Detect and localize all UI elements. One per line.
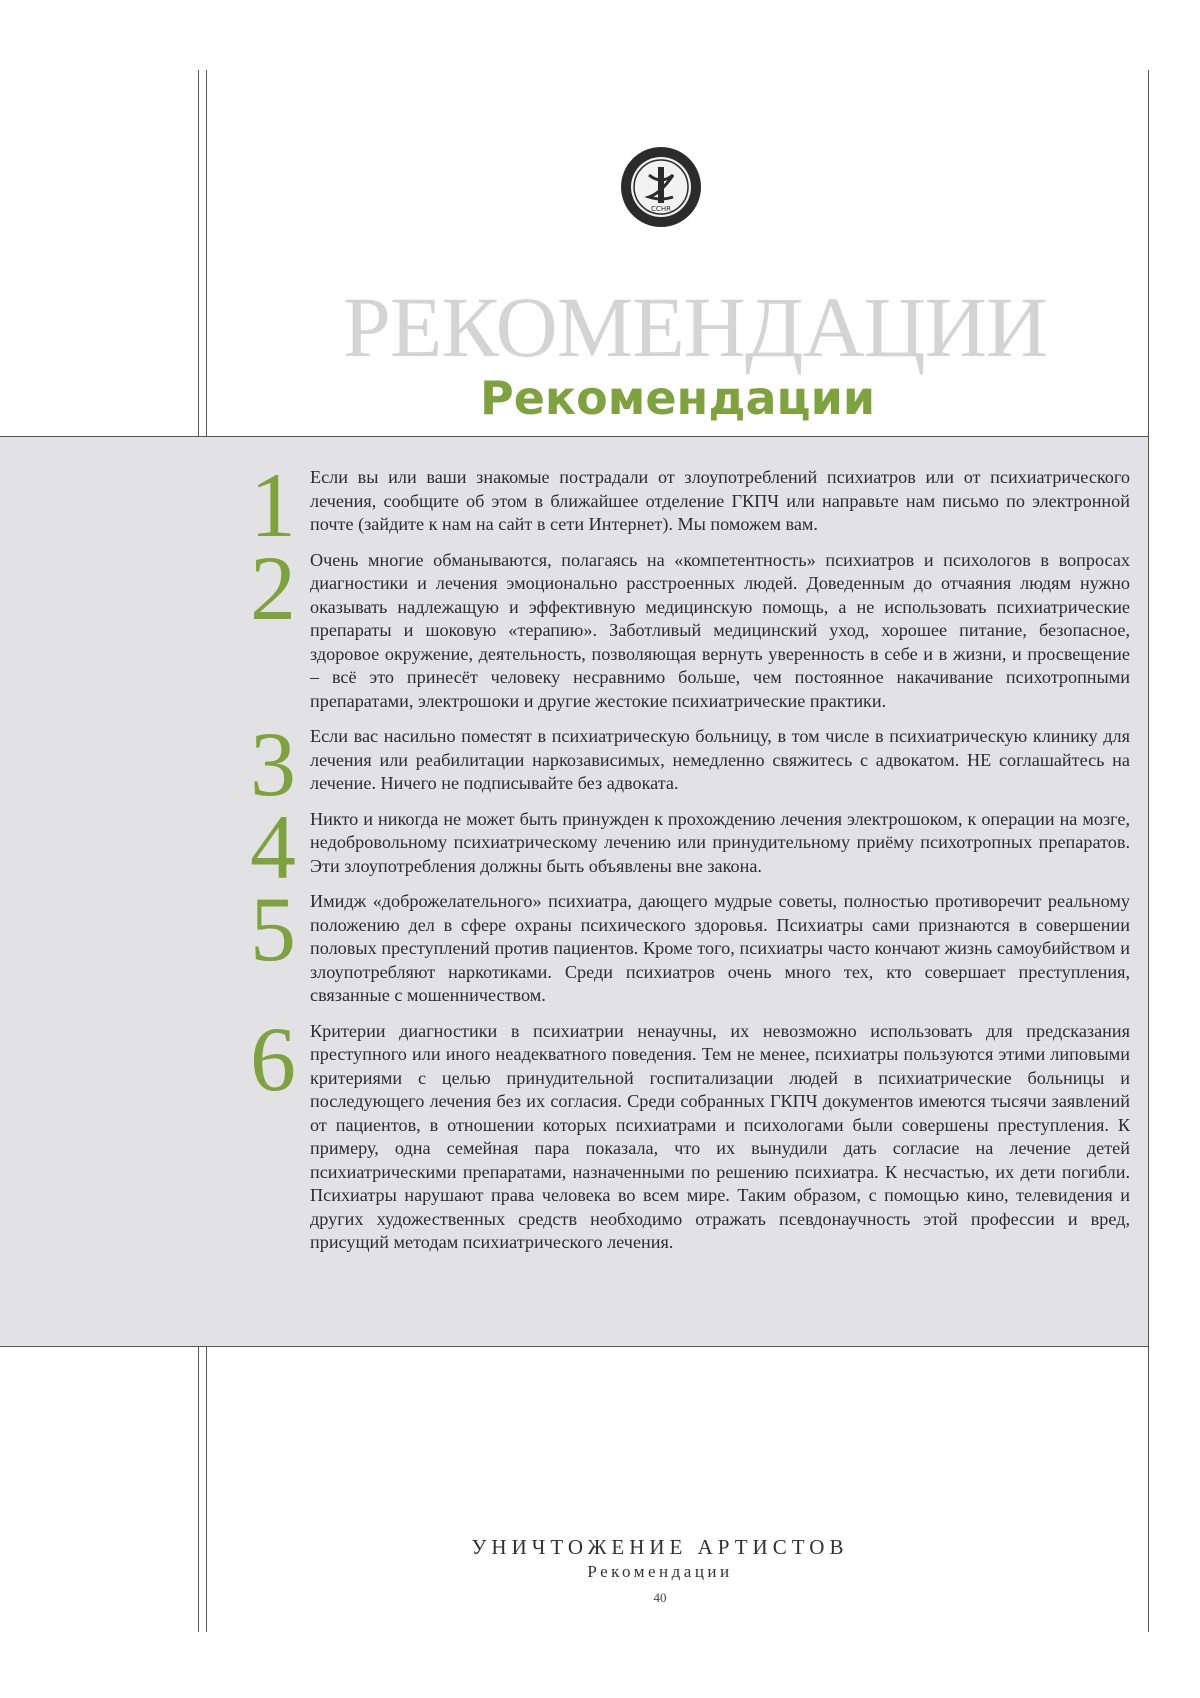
item-number: 6 <box>250 1007 296 1110</box>
page-subtitle: Рекомендации <box>480 371 876 425</box>
item-text: Имидж «доброжелательного» психиатра, дающего мудрые советы, полностью противоречит реальному положению дел в сфере охраны психического здоровья. Психиатры сами признаются в совершении половых преступлений против пациентов. Кроме того, психиатры часто кончают жизнь самоубийством и злоупотребляют наркотиками. Среди психиатров очень много тех, кто совершает преступления, связанные с мошенничеством. <box>310 891 1130 1005</box>
recommendation-item <box>240 795 1130 898</box>
item-number: 1 <box>250 454 296 556</box>
recommendation-item <box>240 878 1130 1008</box>
recommendation-item <box>240 1007 1130 1255</box>
recommendation-item <box>240 536 1130 714</box>
page-number: 40 <box>653 1590 667 1605</box>
cchr-seal-icon <box>619 145 703 229</box>
panel-bottom-rule <box>0 1346 1148 1347</box>
item-text: Если вас насильно поместят в психиатрическую больницу, в том числе в психиатрическую клинику для лечения или реабилитации наркозависимых, немедленно свяжитесь с адвокатом. НЕ соглашайтесь на лечение. Ничего не подписывайте без адвоката. <box>310 726 1130 793</box>
frame-line-right <box>1148 70 1149 1632</box>
recommendations-list <box>240 454 1130 1267</box>
item-text: Критерии диагностики в психиатрии ненаучны, их невозможно использовать для предсказания преступного или иного неадекватного поведения. Тем не менее, психиатры пользуются этими липовыми критериями с целью принудительной госпитализации людей в психиатрические больницы и последующего лечения без их согласия. Среди собранных ГКПЧ документов имеются тысячи заявлений от пациентов, в отношении которых психиатрами и психологами были совершены преступления. К примеру, одна семейная пара показала, что их вынудили дать согласие на лечение детей психиатрическими препаратами, назначенными по решению психиатра. К несчастью, их дети погибли. Психиатры нарушают права человека во всем мире. Таким образом, с помощью кино, телевидения и других художественных средств необходимо отражать псевдонаучность этой профессии и вред, присущий методам психиатрического лечения. <box>310 1020 1130 1252</box>
footer-section-title: Рекомендации <box>587 1562 733 1581</box>
item-number: 3 <box>250 713 296 815</box>
footer-book-title: УНИЧТОЖЕНИЕ АРТИСТОВ <box>471 1535 849 1559</box>
page-title-large: РЕКОМЕНДАЦИИ <box>343 279 1047 375</box>
item-text: Никто и никогда не может быть принужден к прохождению лечения электрошоком, к операции на мозге, недобровольному психиатрическому лечению или принудительному приёму психотропных препаратов. Эти злоупотребления должны быть объявлены вне закона. <box>310 808 1130 876</box>
item-text: Если вы или ваши знакомые пострадали от злоупотреблений психиатров или от психиатрического лечения, сообщите об этом в ближайшее отделение ГКПЧ или направьте нам письмо по электронной почте (зайдите к нам на сайт в сети Интернет). Мы поможем вам. <box>310 467 1130 534</box>
item-number: 4 <box>250 795 296 898</box>
item-text: Очень многие обманываются, полагаясь на «компетентность» психиатров и психологов в вопросах диагностики и лечения эмоционально расстроенных людей. Доведенным до отчаяния людям нужно оказывать надлежащую и эффективную медицинскую помощь, а не использовать психиатрические препараты и шоковую «терапию». Заботливый медицинский уход, хорошее питание, безопасное, здоровое окружение, деятельность, позволяющая вернуть уверенность в себе и в жизни, и просвещение – всё это принесёт человеку несравнимо больше, чем постоянное накачивание психотропными препаратами, электрошоки и другие жестокие психиатрические практики. <box>310 549 1130 711</box>
seal-abbr: CCHR <box>651 205 671 213</box>
recommendation-item <box>240 713 1130 815</box>
item-number: 2 <box>250 536 296 639</box>
panel-top-rule <box>0 436 1148 437</box>
recommendation-item <box>240 454 1130 556</box>
item-number: 5 <box>250 878 296 980</box>
